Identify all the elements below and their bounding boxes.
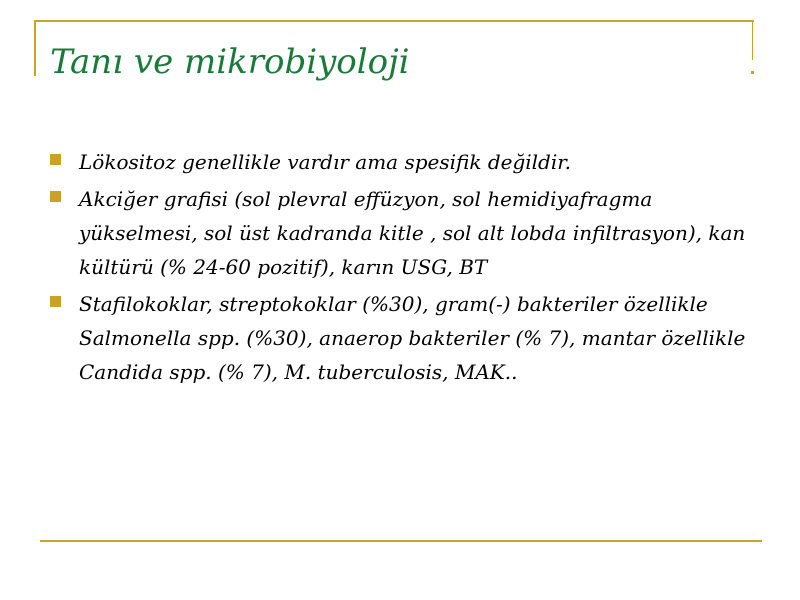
- bullet-item: [48, 182, 760, 284]
- bullet-item: [48, 145, 760, 179]
- bullet-item: [48, 287, 760, 389]
- frame-bottom-line: [40, 540, 762, 542]
- bullet-list: [48, 145, 760, 392]
- frame-right-line: [752, 20, 753, 60]
- frame-corner-dot: [751, 71, 754, 74]
- slide-title: Tanı ve mikrobiyoloji: [50, 42, 410, 82]
- bullet-text: Lökositoz genellikle vardır ama spesifik değildir.: [79, 150, 571, 174]
- bullet-text: Akciğer grafisi (sol plevral effüzyon, sol hemidiyafragma yükselmesi, sol üst kadranda kitle , sol alt lobda infiltrasyon), kan kültürü (% 24-60 pozitif), karın USG, BT: [79, 187, 746, 279]
- square-bullet-icon: [50, 296, 61, 307]
- square-bullet-icon: [50, 154, 61, 165]
- bullet-text: Stafilokoklar, streptokoklar (%30), gram(-) bakteriler özellikle Salmonella spp. (%30), anaerop bakteriler (% 7), mantar özellikle Candida spp. (% 7), M. tuberculosis, MAK..: [79, 292, 746, 384]
- square-bullet-icon: [50, 191, 61, 202]
- frame-top-line: [34, 20, 754, 22]
- frame-left-line: [34, 20, 36, 76]
